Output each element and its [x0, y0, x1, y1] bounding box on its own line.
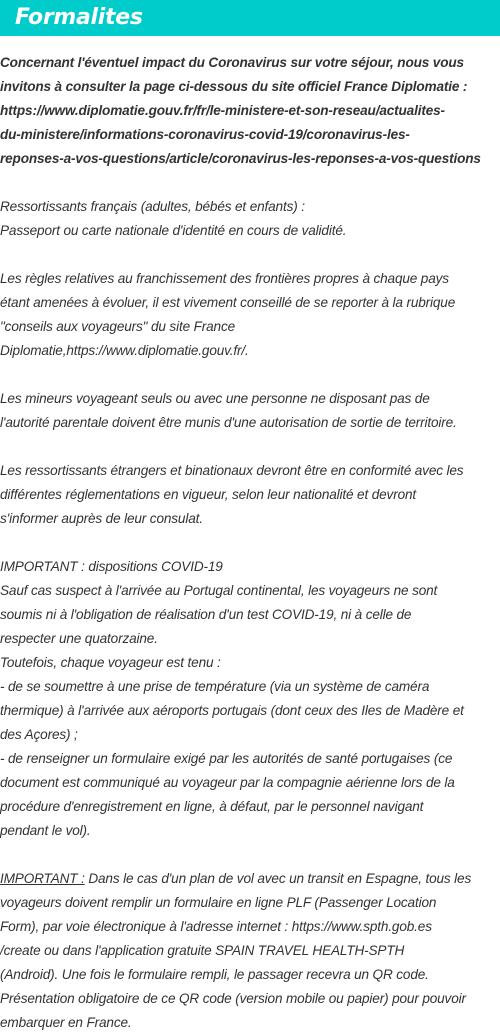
text-line: Sauf cas suspect à l'arrivée au Portugal continental, les voyageurs ne sont [0, 583, 438, 598]
diplomatie-link-line: https://www.diplomatie.gouv.fr/fr/le-ministere-et-son-reseau/actualites- [0, 103, 445, 118]
regles-paragraph [0, 267, 500, 363]
etrangers-paragraph [0, 459, 500, 531]
text-line: (Android). Une fois le formulaire rempli, le passager recevra un QR code. [0, 967, 429, 982]
text-line: voyageurs doivent remplir un formulaire en ligne PLF (Passenger Location [0, 895, 437, 910]
important-label: IMPORTANT : [0, 871, 85, 886]
text-line: document est communiqué au voyageur par la compagnie aérienne lors de la [0, 775, 455, 790]
text-line: soumis ni à l'obligation de réalisation d'un test COVID-19, ni à celle de [0, 607, 412, 622]
text-line: /create ou dans l'application gratuite SPAIN TRAVEL HEALTH-SPTH [0, 943, 405, 958]
diplomatie-link-line: reponses-a-vos-questions/article/coronavirus-les-reponses-a-vos-questions [0, 151, 481, 166]
text-line: Les mineurs voyageant seuls ou avec une personne ne disposant pas de [0, 391, 430, 406]
covid-paragraph [0, 555, 500, 843]
text-line: l'autorité parentale doivent être munis d'une autorisation de sortie de territoire. [0, 415, 457, 430]
text-line: Présentation obligatoire de ce QR code (version mobile ou papier) pour pouvoir [0, 991, 466, 1006]
text-line: Form), par voie électronique à l'adresse internet : https://www.spth.gob.es [0, 919, 432, 934]
text-line: invitons à consulter la page ci-dessous du site officiel France Diplomatie : [0, 79, 468, 94]
text-line: thermique) à l'arrivée aux aéroports portugais (dont ceux des Iles de Madère et [0, 703, 464, 718]
covid-heading: IMPORTANT : dispositions COVID-19 [0, 559, 223, 574]
section-header [0, 0, 500, 36]
text-line: des Açores) ; [0, 727, 78, 742]
espagne-paragraph [0, 867, 500, 1035]
text-line: Concernant l'éventuel impact du Coronavirus sur votre séjour, nous vous [0, 55, 464, 70]
text-line: Ressortissants français (adultes, bébés et enfants) : [0, 199, 305, 214]
diplomatie-link-line: du-ministere/informations-coronavirus-covid-19/coronavirus-les- [0, 127, 410, 142]
text-line: procédure d'enregistrement en ligne, à défaut, par le personnel navigant [0, 799, 424, 814]
text-line: Les ressortissants étrangers et binationaux devront être en conformité avec les [0, 463, 464, 478]
text-line: Toutefois, chaque voyageur est tenu : [0, 655, 221, 670]
text-line: Les règles relatives au franchissement des frontières propres à chaque pays [0, 271, 449, 286]
intro-paragraph [0, 51, 500, 171]
text-line: différentes réglementations en vigueur, selon leur nationalité et devront [0, 487, 417, 502]
text-line: - de renseigner un formulaire exigé par les autorités de santé portugaises (ce [0, 751, 453, 766]
text-line: respecter une quatorzaine. [0, 631, 158, 646]
text-line: étant amenées à évoluer, il est vivement conseillé de se reporter à la rubrique [0, 295, 456, 310]
page-title: Formalites [15, 5, 143, 30]
text-line: - de se soumettre à une prise de température (via un système de caméra [0, 679, 430, 694]
formalites-content [0, 36, 500, 1035]
text-line: s'informer auprès de leur consulat. [0, 511, 203, 526]
text-line: Passeport ou carte nationale d'identité en cours de validité. [0, 223, 347, 238]
ressortissants-paragraph [0, 195, 500, 243]
text-line: pendant le vol). [0, 823, 91, 838]
text-line: Diplomatie,https://www.diplomatie.gouv.fr/. [0, 343, 249, 358]
text-line [0, 867, 500, 891]
text-line: "conseils aux voyageurs" du site France [0, 319, 236, 334]
text-fragment: Dans le cas d'un plan de vol avec un transit en Espagne, tous les [84, 871, 472, 886]
text-line: embarquer en France. [0, 1015, 132, 1030]
mineurs-paragraph [0, 387, 500, 435]
